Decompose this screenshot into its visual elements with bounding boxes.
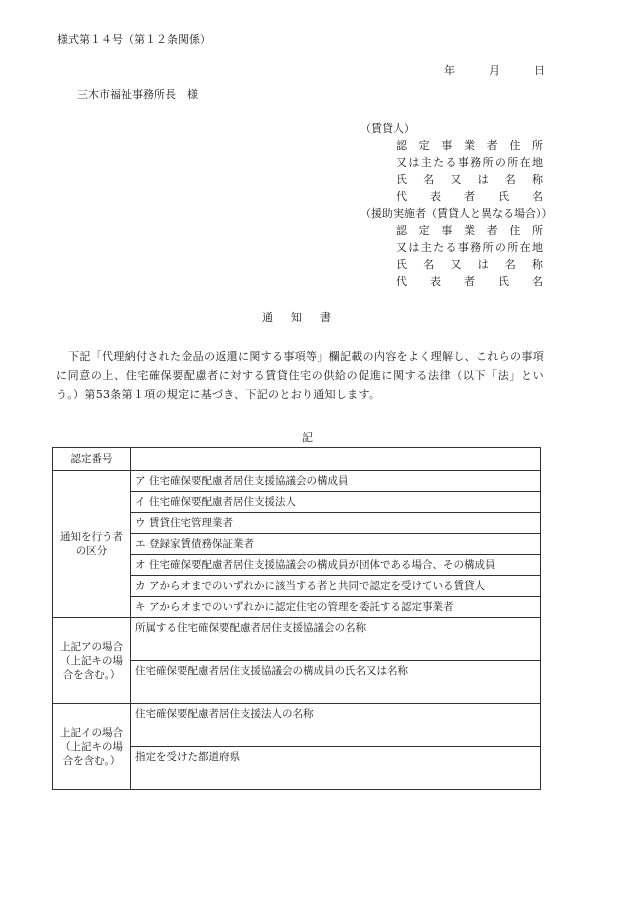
case-i-label: 上記イの場合（上記キの場合を含む。） xyxy=(53,704,131,790)
date-day-label: 日 xyxy=(534,64,545,77)
category-label: 通知を行う者の区分 xyxy=(53,471,131,618)
body-text: 下記「代理納付された金品の返還に関する事項等」欄記載の内容をよく理解し、これらの事項に同意の上、住宅確保要配慮者に対する賃貸住宅の供給の促進に関する法律（以下「法」という。）第53条第１項の規定に基づき、下記のとおり通知します。 xyxy=(56,350,544,401)
option-row xyxy=(53,471,541,492)
case-a-council-name-field[interactable] xyxy=(131,618,541,661)
case-i-corporation-name-label: 住宅確保要配慮者居住支援法人の名称 xyxy=(135,708,314,720)
support-label: （援助実施者（賃貸人と異なる場合）） xyxy=(360,207,553,220)
ki-heading: 記 xyxy=(302,431,313,444)
option-letter: キ xyxy=(135,601,146,613)
cert-number-label: 認定番号 xyxy=(53,448,131,471)
option-letter: イ xyxy=(135,496,146,508)
case-a-row xyxy=(53,618,541,661)
option-text: 住宅確保要配慮者居住支援協議会の構成員が団体である場合、その構成員 xyxy=(149,559,496,571)
support-address-label: 認定事業者住所 xyxy=(396,224,543,237)
lessor-label: （賃貸人） xyxy=(360,122,415,135)
option-text: アからオまでのいずれかに該当する者と共同で認定を受けている賃貸人 xyxy=(149,580,485,592)
lessor-office-label: 又は主たる事務所の所在地 xyxy=(396,156,543,169)
option-letter: オ xyxy=(135,559,146,571)
sender-block xyxy=(360,122,553,292)
case-a-member-name-field[interactable] xyxy=(131,661,541,704)
lessor-representative-label: 代表者氏名 xyxy=(396,190,543,203)
support-name-label: 氏名又は名称 xyxy=(396,258,543,271)
case-i-prefecture-label: 指定を受けた都道府県 xyxy=(135,751,240,763)
option-e[interactable] xyxy=(131,534,541,555)
option-letter: エ xyxy=(135,538,146,550)
date-line xyxy=(444,64,545,78)
support-office-label: 又は主たる事務所の所在地 xyxy=(396,241,543,254)
option-letter: カ xyxy=(135,580,146,592)
option-letter: ウ xyxy=(135,517,146,529)
cert-number-row xyxy=(53,448,541,471)
option-ka[interactable] xyxy=(131,576,541,597)
option-i[interactable] xyxy=(131,492,541,513)
option-text: 住宅確保要配慮者居住支援協議会の構成員 xyxy=(149,475,349,487)
case-i-corporation-name-field[interactable] xyxy=(131,704,541,747)
option-a[interactable] xyxy=(131,471,541,492)
option-text: 住宅確保要配慮者居住支援法人 xyxy=(149,496,296,508)
option-text: 賃貸住宅管理業者 xyxy=(149,517,233,529)
option-o[interactable] xyxy=(131,555,541,576)
notice-table xyxy=(52,447,541,790)
lessor-address-label: 認定事業者住所 xyxy=(396,139,543,152)
case-a-label: 上記アの場合（上記キの場合を含む。） xyxy=(53,618,131,704)
form-number: 様式第１４号（第１２条関係） xyxy=(57,33,211,46)
date-year-label: 年 xyxy=(444,64,455,77)
lessor-name-label: 氏名又は名称 xyxy=(396,173,543,186)
support-representative-label: 代表者氏名 xyxy=(396,275,543,288)
document-title: 通知書 xyxy=(262,311,349,324)
case-a-council-name-label: 所属する住宅確保要配慮者居住支援協議会の名称 xyxy=(135,622,366,634)
option-text: 登録家賃債務保証業者 xyxy=(149,538,254,550)
cert-number-field[interactable] xyxy=(131,448,541,471)
case-i-prefecture-field[interactable] xyxy=(131,747,541,790)
option-ki[interactable] xyxy=(131,597,541,618)
case-i-row xyxy=(53,704,541,747)
addressee: 三木市福祉事務所長 様 xyxy=(77,88,198,101)
option-letter: ア xyxy=(135,475,146,487)
case-a-member-name-label: 住宅確保要配慮者居住支援協議会の構成員の氏名又は名称 xyxy=(135,665,408,677)
option-text: アからオまでのいずれかに認定住宅の管理を委託する認定事業者 xyxy=(149,601,454,613)
date-month-label: 月 xyxy=(489,64,500,77)
option-u[interactable] xyxy=(131,513,541,534)
